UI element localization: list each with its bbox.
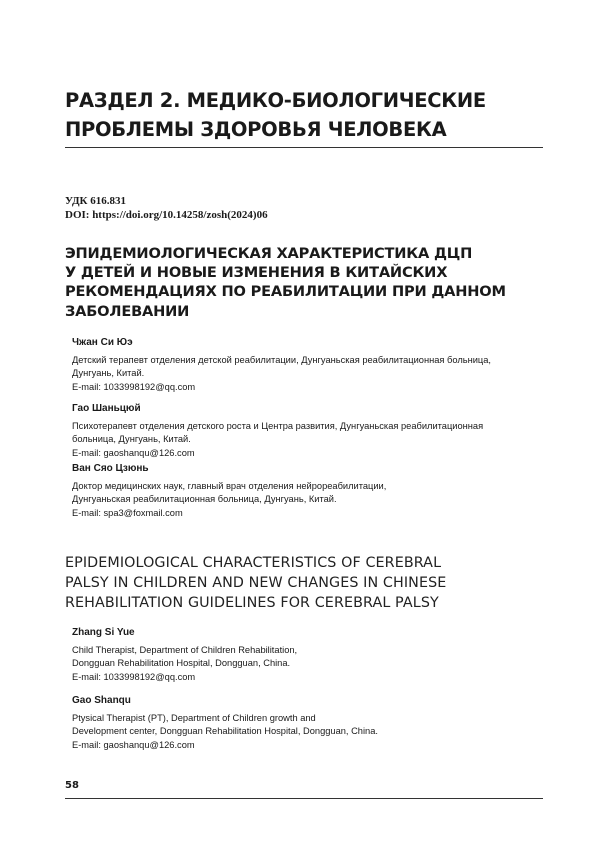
affiliation-line: Development center, Dongguan Rehabilitation Hospital, Dongguan, China. — [72, 726, 378, 737]
author-block — [72, 336, 542, 394]
section-title-line: РАЗДЕЛ 2. МЕДИКО-БИОЛОГИЧЕСКИЕ — [65, 89, 486, 112]
title-line: ЗАБОЛЕВАНИИ — [65, 302, 190, 320]
title-line: ЭПИДЕМИОЛОГИЧЕСКАЯ ХАРАКТЕРИСТИКА ДЦП — [65, 245, 473, 262]
affiliation-line: Дунгуань, Китай. — [72, 368, 145, 379]
author-affiliation — [72, 480, 542, 520]
page-number: 58 — [65, 780, 79, 791]
author-block — [72, 462, 542, 520]
author-affiliation — [72, 712, 542, 752]
author-email[interactable]: E-mail: 1033998192@qq.com — [72, 671, 196, 682]
author-affiliation — [72, 354, 542, 394]
affiliation-line: больница, Дунгуань, Китай. — [72, 434, 191, 445]
author-affiliation — [72, 644, 542, 684]
author-email[interactable]: E-mail: 1033998192@qq.com — [72, 381, 196, 392]
section-title — [65, 86, 545, 144]
author-name: Gao Shanqu — [72, 695, 131, 706]
article-meta — [65, 194, 268, 222]
author-block — [72, 626, 542, 684]
title-line: РЕКОМЕНДАЦИЯХ ПО РЕАБИЛИТАЦИИ ПРИ ДАННОМ — [65, 283, 506, 301]
author-affiliation — [72, 420, 542, 460]
author-name: Чжан Си Юэ — [72, 337, 133, 348]
udk-code: УДК 616.831 — [65, 195, 127, 207]
author-email[interactable]: E-mail: gaoshanqu@126.com — [72, 739, 195, 750]
affiliation-line: Детский терапевт отделения детской реабилитации, Дунгуаньская реабилитационная больница, — [72, 355, 491, 365]
affiliation-line: Ptysical Therapist (PT), Department of Children growth and — [72, 713, 316, 723]
footer-divider — [65, 798, 543, 799]
author-name: Гао Шаньцюй — [72, 403, 141, 414]
affiliation-line: Дунгуаньская реабилитационная больница, Дунгуань, Китай. — [72, 494, 337, 505]
author-block — [72, 694, 542, 752]
affiliation-line: Психотерапевт отделения детского роста и Центра развития, Дунгуаньская реабилитационная — [72, 421, 484, 431]
author-name: Zhang Si Yue — [72, 627, 135, 638]
author-name: Ван Сяо Цзюнь — [72, 463, 149, 474]
title-line: PALSY IN CHILDREN AND NEW CHANGES IN CHINESE — [65, 575, 447, 591]
author-email[interactable]: E-mail: spa3@foxmail.com — [72, 507, 183, 518]
title-line: EPIDEMIOLOGICAL CHARACTERISTICS OF CEREBRAL — [65, 555, 442, 571]
title-line: REHABILITATION GUIDELINES FOR CEREBRAL PALSY — [65, 595, 439, 611]
doi-link[interactable]: DOI: https://doi.org/10.14258/zosh(2024)06 — [65, 209, 268, 221]
header-divider — [65, 147, 543, 148]
affiliation-line: Доктор медицинских наук, главный врач отделения нейрореабилитации, — [72, 481, 387, 491]
author-block — [72, 402, 542, 460]
affiliation-line: Child Therapist, Department of Children Rehabilitation, — [72, 645, 298, 655]
section-title-line: ПРОБЛЕМЫ ЗДОРОВЬЯ ЧЕЛОВЕКА — [65, 118, 447, 141]
title-line: У ДЕТЕЙ И НОВЫЕ ИЗМЕНЕНИЯ В КИТАЙСКИХ — [65, 264, 448, 282]
article-title-ru — [65, 244, 545, 321]
author-email[interactable]: E-mail: gaoshanqu@126.com — [72, 447, 195, 458]
affiliation-line: Dongguan Rehabilitation Hospital, Dongguan, China. — [72, 658, 291, 669]
article-title-en — [65, 553, 545, 613]
